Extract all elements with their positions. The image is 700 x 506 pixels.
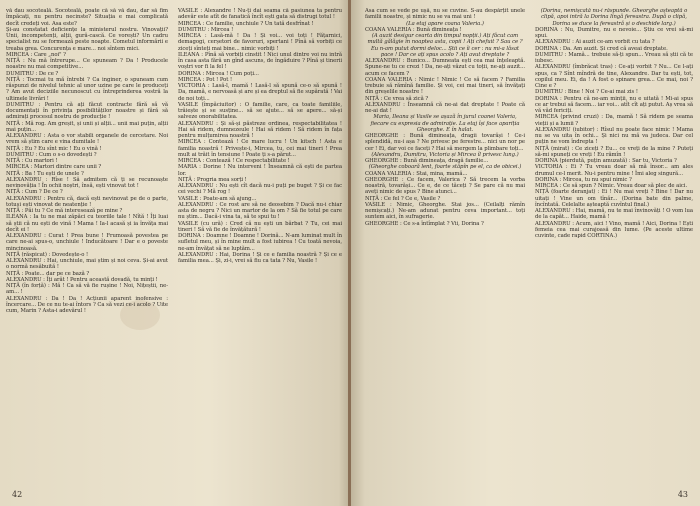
text-paragraph: MIRCEA : Contează ! Ce respectabilitate ! xyxy=(178,158,290,164)
left-page-column-1 xyxy=(6,8,168,468)
text-paragraph: ALEXANDRU (iubitor) : Rîsul nu poate face nimic ! Mama nu se va uita în ochi... Și nici nu mă va judeca. Dar cel puțin ne vom îndrepta ! xyxy=(535,126,693,146)
text-paragraph: NIȚĂ : Nu mă întrerupe... Ce spuneam ? Da ! Producele noastre nu mai competitive... xyxy=(6,58,168,71)
text-paragraph: COANA VALERIA : Stai, mina, mamă... xyxy=(365,170,468,177)
text-paragraph: NIȚĂ : Mă rog. Am greșit, și unii și alții... unii mai puțin, alții mai puțin... xyxy=(6,120,168,133)
text-paragraph: GHEORGHE : Ce s-a întîmplat ? Vii, Dorina ? xyxy=(365,220,484,227)
text-paragraph: ALEXANDRU : Ce rost are să ne deosebim ? Dacă nu-i chiar asta de negru ? Nici un martor de la om ? Să fie totul pe care nu știm... Dacă-i vina ta, să te spui tu ! xyxy=(178,201,342,221)
text-paragraph: DORINA : Doamne ! Doamne ! Dorină... N-am luminat mult în sufletul meu, și în mine mult a fost iubirea ! Cu toată nevoia, ne-am învățat să ne luptăm... xyxy=(178,233,342,252)
text-paragraph: MIRCEA : Ce să spun ? Nimic. Vreau doar să plec de aici. xyxy=(535,183,688,189)
text-paragraph: DUMITRU : Bine ! Noi ? Ce-ai mai zis ! xyxy=(535,89,638,96)
text-paragraph: ALEXANDRU : Îți arăt ! Pentru această dovadă, tu minți ! xyxy=(6,276,158,283)
right-page-column-1 xyxy=(365,8,525,468)
text-paragraph: DUMITRU : Cum o s-o dovedești ? xyxy=(6,151,97,158)
text-paragraph: VASILE (împăciuitor) : O familie, care, ca toate familiile, trăiește și se susține... să se ajute... să se apere... să-și salveze onorabilitatea. xyxy=(178,101,342,121)
text-paragraph: DUMITRU : Mircea ! xyxy=(178,26,234,33)
text-paragraph: NIȚĂ : Păi tu ? Ce mă interesează pe mine ? xyxy=(6,208,123,214)
text-paragraph: MIRCEA : Pot ! Pot ! xyxy=(178,76,233,83)
text-paragraph: (Alexandru, Dumitru, Victoria și Mircea îl privesc lung.) xyxy=(371,151,519,158)
text-paragraph: ALEXANDRU : Hai, Dorina ! Și ce e familia noastră ? Și ce e familia mea... Și, zi-i, vrei să fiu ca tata ? Nu, Vasile ! xyxy=(178,251,342,264)
text-paragraph: VASILE (cu ură) : Cred că nu ești un bărbat ? Tu, cei mai tineri ! Să vă fie de învățătură ! xyxy=(178,220,342,233)
right-page-column-2 xyxy=(535,8,693,468)
left-page xyxy=(0,0,349,506)
text-paragraph: MARIA : Dorine ! Nu interveni ! Înseamnă că ești de partea lor. xyxy=(178,164,342,177)
text-paragraph: ALEXANDRU : Nu ești cît dacă nu-i puți pe buget ? Și ce fac cei vechi ? Mă rog ! xyxy=(178,183,342,196)
text-paragraph: DORINA : Pentru că ne-am minții, nu e uitată ! Mi-ai spus ce ar trebui să facem... iar voi... atît cît ați putut. Aș vrea să vă văd fericiți. xyxy=(535,95,693,114)
text-paragraph: (Gheorghe coboară lent, foarte stăpîn pe el, ca de obicei.) xyxy=(368,164,522,171)
text-paragraph: ILEANA : Ia tu ne mai zăpăci cu teoriile tale ! Nîtă ! Îți luai să știi că nu ești de vină ! Mama ! Ia-l acasă și ia învăța mai decît ei ! xyxy=(6,214,168,233)
text-paragraph: NIȚĂ : Ba ! Tu ești de unele ? xyxy=(6,170,84,177)
text-paragraph: NIȚĂ : Cu martori ! xyxy=(6,158,58,164)
text-paragraph: DUMITRU : Pentru că ați făcut contracte fără să vă documentați în privința posibilităților noastre și fără să admirați procesul nostru de producție ! xyxy=(6,101,168,121)
text-paragraph: ALEXANDRU : Da ! Da ! Acțiunii aparent inofensive : încercare... De ce nu te-ai întors ? Ca să vezi ce-i acolo ? Uite cum, Marin ? Asta-i adevărul ! xyxy=(6,295,168,314)
text-paragraph: NIȚĂ (mirat) : Ce ziceți ? Eu... ce vreți de la mine ? Puteți să-mi spuneți ce vreți ! Eu rămîn ! xyxy=(535,145,693,158)
text-paragraph: NIȚĂ : Poate... dar pe ce bază ? xyxy=(6,270,90,277)
text-paragraph: MIRCEA (privind cruzi) : Da, mamă ! Să ridem pe seama vieții și a lumii ? xyxy=(535,114,693,127)
text-paragraph: ALEXANDRU (îmbrăcat tras) : Ce-ați vorbit ? Nu... Ce l-ați spus, ca ? Sînt mîndră de tine, Alexandre. Dar tu ești, tot, copilul meu. Ei, da ! A fost o spinare grea... Ce mai, noi ? Cine e ? xyxy=(535,64,693,89)
text-paragraph: Maria, Ileana și Vasile se așază în jurul coanei Valeria, fiecare cu expresia de admirație. La etaj își face apariția Gheorghe. E în halat. xyxy=(370,114,520,133)
text-paragraph: VASILE : Alexandre ! Nu-ți dai seama că pasiunea ta pentru adevăr este atît de fanatică încît ești gata să distrugi totul ! xyxy=(178,8,342,21)
text-paragraph: ALEXANDRU : Hai, unchiule, mai știm și noi ceva. Și-ai avut o normă nesăbuită ! xyxy=(6,258,168,271)
text-paragraph: ALEXANDRU : Asta o vor stabili organele de cercetare. Noi vrem să știm care e vina dumitale ! xyxy=(6,133,168,146)
text-paragraph: vă dau socoteală. Socoteală, poate că să vă dau, dar să fim împăcați, nu pentru necinste? Situația e mai complicată decît credeți voi. Asa este? xyxy=(6,8,168,27)
text-paragraph: NIȚĂ : Cum ? De ce ? xyxy=(6,189,63,196)
text-paragraph: ALEXANDRU : Bunico... Dumneata ești cea mai înțeleaptă. Spune-ne tu ce crezi ! Da, ne-ați văzut cu toții, ne-ați auzit... acum ce facem ? xyxy=(365,58,525,77)
text-paragraph: NIȚĂ : Tocmai tu mă întrebi ? Ca inginer, o spuneam cum răspunzi de nivelul tehnic al unor uzine pe care le produceți ? Am avut deciziile necunoscut cu întreprinderea vostră la ultimele livrări ! xyxy=(6,76,168,102)
text-paragraph: MIRCEA : Contează ! Ce mare lucru ! Un kitsch ! Asta e familia noastră ! Privește-i, Mircea, tu, cei mai tineri ! Prea mult ai trăit în tensiune ! Poate ți s-a părut... xyxy=(178,139,342,158)
text-paragraph: DORINA : Mircea, tu nu spui nimic ? xyxy=(535,176,632,183)
text-paragraph: ALEXANDRU : Curat ! Prea bune ! Frumoasă povestea pe care ne-ai spus-o, unchiule ! Inducătoare ! Dar e o poveste mincinoasă. xyxy=(6,233,168,252)
left-page-number: 42 xyxy=(12,490,23,499)
text-paragraph: COANA VALERIA : Bună dimineața ! xyxy=(365,26,462,33)
text-paragraph: DUMITRU : De ce ? xyxy=(6,70,59,77)
text-paragraph: NIȚĂ : Ce vrea să zică ? xyxy=(365,95,429,102)
text-paragraph: NIȚĂ (foarte deranjat) : Ei ! Nu mai vreți ? Bine ! Dar nu uitați ! Vine un om tînăr... (Dorina bate din palme, încîntată. Celelalte așteaptă cuvîntul final.) xyxy=(535,189,693,208)
text-paragraph: DORINA : Mircea ! Cum poți... xyxy=(178,70,259,77)
text-paragraph: VICTORIA : Lasă-l, mamă ! Lasă-l să spună ce-o să spună ! Da, mamă, e nervoasă și are și ea dreptul să fie supărată ! Vai de noi toți... xyxy=(178,83,342,102)
text-paragraph: ALEXANDRU : Pentru că, dacă ești nevinovat pe de o parte, totuși ești vinovat de neatenție ! xyxy=(6,195,168,208)
text-paragraph: ALEXANDRU : Acum, aici ! Vino, mamă ! Aici, Dorina ! Ești femeia cea mai curajoasă din lume. (Pe aceste ultime cuvinte, cade rapid CORTINA.) xyxy=(535,220,693,239)
text-paragraph: NIȚĂ : Ce fel ? Ce e, Vasile ? xyxy=(365,195,441,202)
text-paragraph: VICTORIA : Ei ? Tu vreau doar să mă însor... am ales drumul ce-l merit. Nu-i pentru mine ! Îmi aleg singură... xyxy=(535,164,693,177)
text-paragraph: GHEORGHE : Bună dimineața, dragii tovarăși ! Ce-i splendidă, nu-i așa ? Ne privesc pe ferestre... nici un nor pe cer ! Ei, dar voi ce faceți ? Hai să mergem la plimbare toți... xyxy=(365,133,525,152)
text-paragraph: Și-au constatat deficiențe la ministerul nostru. Vinovații? Unii, incompetenți, alții, gură-cască. Ce vorești? Un cadru specialist nu se formează peste noapte. Cometul informării e treaba grea. Concurența e mare... noi sîntem mici. xyxy=(6,26,168,52)
text-paragraph: DORINA (pierdută, puțin amuzată) : Sar tu, Victoria ? xyxy=(535,158,677,164)
text-paragraph: VASILE : Nimic, Gheorghe. Stai jos... (Ceilalți rămîn nemișcați.) Ne-am adunat pentru ceva important... toți suntem aici, în sufragerie. xyxy=(365,201,525,221)
text-paragraph: ALEXANDRU : Rîse ! Să admitem că ți se recunoaște nevinovăția ! În ochii noștri, însă, ești vinovat tot ! xyxy=(6,176,168,189)
text-paragraph: DORINA : Da. Am auzit. Și cred că aveai dreptate. xyxy=(535,45,668,52)
text-paragraph: GHEORGHE : Ce facem, Valerica ? Să trecem la vorba noastră, tovarăși... Ce e, de ce tăceți ? Se pare că nu mai aveți nimic de spus ? Bine atunci... xyxy=(365,176,525,196)
text-paragraph: (A auzit desigur cearta din timpul nopții.) Ați făcut cam multă gălăgie în noaptea asta, copii ! Ați chefuit ? Sau ce ? Eu n-am putut dormi deloc... Știi ce îi cer : nu mi-a lăsat pace ! Dar ce ați spus acolo ? Ați avut dreptate ? xyxy=(367,33,523,58)
left-page-column-2 xyxy=(178,8,342,468)
text-paragraph: NIȚĂ : Eu ? Eu sînt mic ! Eu o vină ! xyxy=(6,145,102,152)
text-paragraph: ALEXANDRU : Înseamnă că ne-ai dat dreptate ! Poate că ne-ai dat ! xyxy=(365,101,525,114)
text-paragraph: MIRCEA : Ce familie, unchiule ? Un tată desfrînat ! xyxy=(178,20,314,27)
text-paragraph: ALEXANDRU : Și să-și păstreze ordinea, respectabilitatea ! Hai să ridem, dumnezeule ! Hai să ridem ! Să ridem în fața pentru mulțumirea noastră ! xyxy=(178,120,342,139)
text-paragraph: NIȚĂ (în forță) : Mă ! Ca să vă fie rușine ! Noi, Nițeștii, ne-am... ! xyxy=(6,283,168,296)
text-paragraph: NIȚĂ : Progria mea sorți ! xyxy=(178,176,247,183)
text-paragraph: ALEXANDRU : Hai, mamă, nu te mai învinovăți ! O vom lua de la capăt... Haide, mamă ! xyxy=(535,208,693,221)
text-paragraph: MIRCEA : Lasă-mă ! Da ! Și voi... voi toți ! Fățarnici, demagogi, cerșetori de favoruri, spertani ! Pînă să vorbiți ce ziceți sînteți mai bine... nimic vorbiți ! xyxy=(178,33,342,52)
text-paragraph: DORINA : Nu, Dumitre, nu e nevoie... Știu ce vrei să-mi spui. xyxy=(535,26,693,39)
text-paragraph: ALEXANDRU : Ai auzit ce-am vorbit cu tata ? xyxy=(535,39,655,46)
text-paragraph: DUMITRU : Mamă... trebuie să-ți spun... Vreau să știi că te iubesc. xyxy=(535,51,693,64)
text-paragraph: MIRCEA : Martori dintre care unii ? xyxy=(6,164,102,171)
right-page-number: 43 xyxy=(677,490,688,499)
text-paragraph: COANA VALERIA : Nimic ! Nimic ! Ce să facem ? Familia trebuie să rămînă familie. Și voi, cei mai tineri, să învățați din greșelile noastre ! xyxy=(365,76,525,96)
text-paragraph: (Dorina, nemișcată nu-i răspunde. Gheorghe așteaptă o clipă, apoi intră la Dorina lîngă fereastra. După o clipă, Dorina se duce la fereastră și o deschide larg.) xyxy=(540,8,688,27)
text-paragraph: VASILE : Poate-am să ajung... xyxy=(178,195,257,202)
text-paragraph: MIRCEA : Care „noi" ? xyxy=(6,51,66,58)
text-paragraph: ILEANA : Pînă să vorbiți cinstit ! Nici unul dintre voi nu intră în casa asta fără un gînd ascuns, de îngăduire ? Pînă și tinerii voștri vor fi la fel ! xyxy=(178,51,342,71)
text-paragraph: GHEORGHE : Bună dimineața, dragă familie... xyxy=(365,158,489,164)
text-paragraph: NIȚĂ (răspicat) : Dovedește-o ! xyxy=(6,251,89,258)
right-page xyxy=(351,0,700,506)
text-paragraph: Asa cum se vede pe ușă, nu se cuvine. S-au despărțit unele familii noastre, și nimic nu se va mai uni ! xyxy=(365,8,525,21)
text-paragraph: (La etaj apare coana Valeria.) xyxy=(406,20,484,27)
